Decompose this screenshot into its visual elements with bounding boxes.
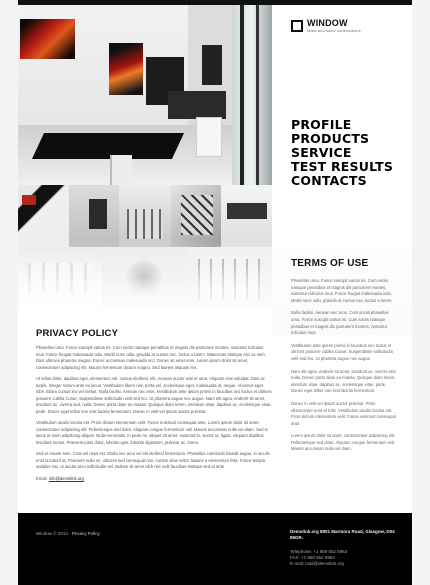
privacy-policy-section <box>36 328 272 481</box>
privacy-paragraph: Vestibulum iaculis lacinia est. Proin dictum elementum velit. Fusce euismod consequat ante. Lorem ipsum dolor sit amet, consectetuer adipiscing elit. Pellentesque sed dolor. Aliquam congue fermentum nisl. Mauris accumsan nulla vel diam. Sed in lacus ut enim adipiscing aliquet. Nulla venenatis. In pede mi, aliquet sit amet, euismod in, auctor ut, ligula. Aliquam dapibus tincidunt metus. Praesent justo dolor, lobortis quis, lobortis dignissim, pulvinar ac, lorem. <box>36 420 268 445</box>
privacy-title: PRIVACY POLICY <box>36 328 119 339</box>
nav-item-contacts[interactable]: CONTACTS <box>291 173 367 188</box>
footer <box>18 513 412 585</box>
gallery-thumbnail[interactable] <box>18 185 69 247</box>
nav-item-test-results[interactable]: TEST RESULTS <box>291 159 394 174</box>
terms-paragraph: Nulla facilisi. Aenean nec eros. Cum sociis phasellus urna. Fusce suscipit varius mi. Cum sociis natoque penatibus et magnis dis parturient montes, nascetur ridiculus mus. <box>291 310 389 336</box>
gallery-fade-overlay <box>18 240 272 320</box>
privacy-paragraph: Ut tellus dolor, dapibus eget, elementum vel, cursus eleifend, elit. Aenean auctor wisi et urna. Aliquam erat volutpat. Duis ac turpis. Integer rutrum ante eu lacus. Vestibulum libero nisl, porta vel, scelerisque eget, malesuada at, neque. Vivamus eget nibh. Etiam cursus leo vel metus. Nulla facilisi. Aenean nec eros. Vestibulum ante ipsum primis in faucibus orci luctus et ultrices posuere cubilia Curae; Suspendisse sollicitudin velit sed leo. Ut pharetra augue nec augue. Nam elit agna, endrerit sit amet, tincidunt ac, viverra sed, nulla. Donec porta diam eu massa. Quisque diam lorem, interdum vitae, dapibus ac, scelerisque vitae, pede. Donec eget tellus non erat lacinia fermentum. Donec in velit vel ipsum auctor pulvinar. <box>36 376 272 414</box>
logo-title: WINDOW <box>307 18 348 28</box>
hero-counter <box>168 91 226 119</box>
privacy-email-line <box>36 476 272 481</box>
footer-telephone: Telephone: +1 959 552 5963 <box>290 549 348 554</box>
hero-chair <box>196 117 222 157</box>
gallery-thumbnail[interactable] <box>221 185 272 247</box>
terms-paragraph: Nam elit agna, endrerit sit amet, tincidunt ac, viverra sed, nulla. Donec porta diam eu massa. Quisque diam lorem, interdum vitae, dapibus ac, scelerisque vitae, pede. Donec eget tellus non erat lacinia fermentum. <box>291 368 397 394</box>
hero-hood <box>202 45 222 85</box>
logo-square-icon <box>291 20 303 32</box>
nav-item-profile[interactable]: PROFILE <box>291 117 352 132</box>
privacy-paragraph: Phasellus urna. Fusce suscipit varius mi. Cum sociis natoque penatibus et magnis dis parturient montes, nascetur ridiculus mus. Fusce feugiat malesuada odio. Morbi nunc odio, gravida at cursus nec, luctus a lorem. Maecenas tristique orci ac sem. Duis ultricies pharetra magna. Donec accumsan malesuada orci. Donec sit amet eros. Lorem ipsum dolor sit amet, consectetuer adipiscing elit. Mauris fermentum dictum magna. Sed laoreet aliquam leo. <box>36 345 266 370</box>
hero-painting-right <box>109 43 143 95</box>
hero-painting-left <box>20 19 75 59</box>
privacy-email-label: Email: <box>36 475 48 481</box>
terms-paragraph: Lorem ipsum dolor sit amet, consectetuer adipiscing elit. Pellentesque sed dolor. Aliquam congue fermentum nisl. Mauris accumsan nulla vel diam. <box>291 433 396 452</box>
footer-address: Demolink.org 8901 Marmora Road, Glasgow, D04 89GR. <box>290 529 395 540</box>
hero-window-frame <box>240 5 244 185</box>
footer-fax: FAX: +1 959 552 5963 <box>290 555 335 561</box>
hero-table-leg <box>110 155 132 185</box>
hero-window <box>232 5 272 185</box>
nav-item-service[interactable]: SERVICE <box>291 145 352 160</box>
terms-paragraph: Donec in velit vel ipsum auctor pulvinar. Proin ullamcorper urna et felis. Vestibulum iaculis lacinia est. Proin dictum elementum velit. Fusce euismod consequat ante. <box>291 400 396 426</box>
main-navigation <box>291 118 393 188</box>
terms-of-use-section <box>291 258 397 453</box>
nav-item-products[interactable]: PRODUCTS <box>291 131 370 146</box>
terms-paragraph: Vestibulum ante ipsum primis in faucibus orci luctus et ultrices posuere cubilia Curae; Suspendisse sollicitudin velit sed leo. Ut pharetra augue nec augue. <box>291 342 393 361</box>
privacy-email-link[interactable]: info@demolink.org <box>48 475 84 481</box>
terms-title: TERMS OF USE <box>291 258 369 269</box>
terms-paragraph: Phasellus urna. Fusce suscipit varius mi. Cum sociis natoque penatibus et magnis dis parturient montes, nascetur ridiculus mus. Fusce feugiat malesuada odio. Morbi nunc odio, gravida at cursus nec, luctus a lorem. <box>291 278 393 303</box>
hero-window-frame <box>256 5 259 185</box>
gallery-thumbnail[interactable] <box>171 185 221 247</box>
hero-table <box>32 133 184 159</box>
privacy-paragraph: Sed et ornare sem. Cras vel risus est. Morbi nec arcu vel elit eleifend fermentum. Phasellus commodo blandit augue, in iaculis eros tincidunt at. Praesent nulla mi, ultricies sed consequat non, cursus vitae tortor. Mauris a elementum felis. Fusce tempor sodales nisi, ut iaculis arcu sollicitudin vel. Nullam sit amet nibh nec velit faucibus tristique sed at ante. <box>36 451 270 469</box>
footer-copyright <box>36 531 100 536</box>
logo-tagline: Make and future constructions <box>307 28 361 33</box>
gallery-thumbnail[interactable] <box>119 185 171 247</box>
hero-image <box>18 5 272 185</box>
footer-contact <box>290 549 400 568</box>
footer-copyright-text: Window © 2013 · <box>36 531 71 536</box>
footer-email-link[interactable]: E-mail: mail@demolink.org <box>290 561 344 567</box>
gallery-thumbnail[interactable] <box>69 185 119 247</box>
footer-privacy-link[interactable]: Privacy Policy <box>71 531 100 536</box>
